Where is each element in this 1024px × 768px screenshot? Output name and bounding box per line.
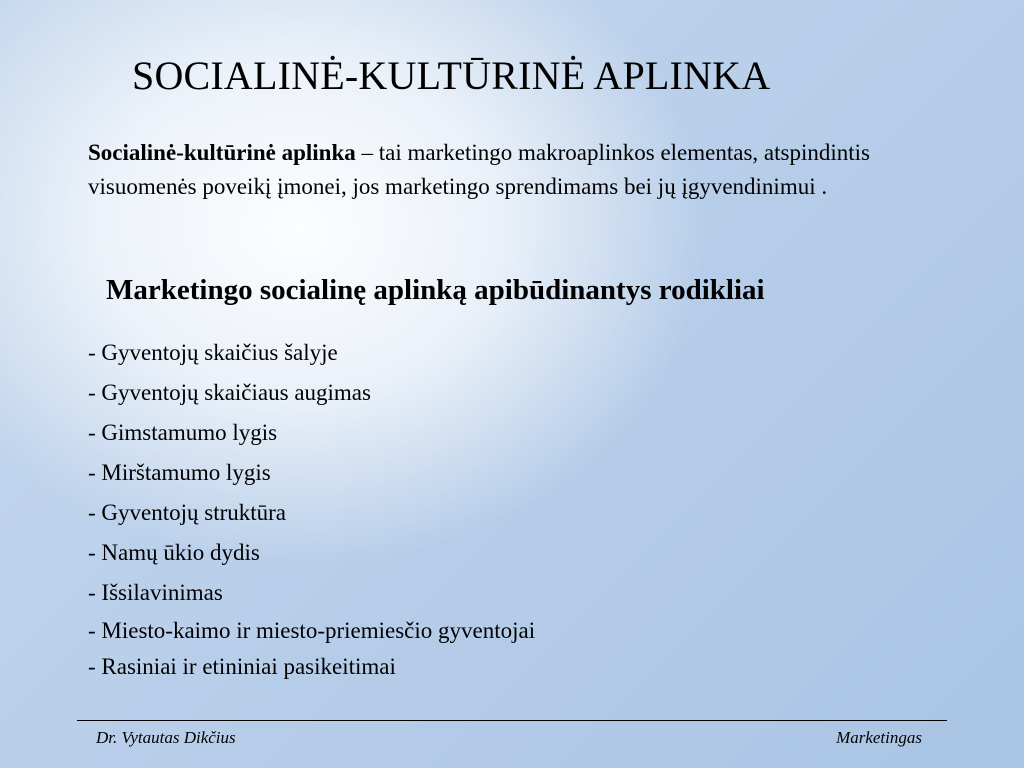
indicator-item: - Mirštamumo lygis [88, 460, 271, 485]
footer-author: Dr. Vytautas Dikčius [96, 728, 236, 747]
indicator-item: - Gyventojų skaičius šalyje [88, 340, 338, 365]
indicator-item: - Išsilavinimas [88, 580, 223, 605]
indicator-item: - Gyventojų skaičiaus augimas [88, 380, 371, 405]
indicator-item: - Namų ūkio dydis [88, 540, 260, 565]
indicator-item: - Gimstamumo lygis [88, 420, 278, 445]
footer-course: Marketingas [836, 728, 922, 747]
indicator-list [88, 333, 535, 685]
slide-title: SOCIALINĖ-KULTŪRINĖ APLINKA [132, 53, 771, 98]
indicator-item: - Miesto-kaimo ir miesto-priemiesčio gyventojai [88, 618, 536, 643]
indicators-heading: Marketingo socialinę aplinką apibūdinantys rodikliai [106, 274, 765, 306]
definition-text: – tai marketingo makroaplinkos elementas, atspindintis visuomenės poveikį įmonei, jos marketingo sprendimams bei jų įgyvendinimui . [88, 140, 870, 199]
definition-term: Socialinė-kultūrinė aplinka [88, 140, 356, 165]
indicator-item: - Rasiniai ir etininiai pasikeitimai [88, 654, 396, 679]
indicator-item: - Gyventojų struktūra [88, 500, 287, 525]
definition-paragraph [88, 136, 968, 204]
footer-divider [77, 720, 947, 721]
